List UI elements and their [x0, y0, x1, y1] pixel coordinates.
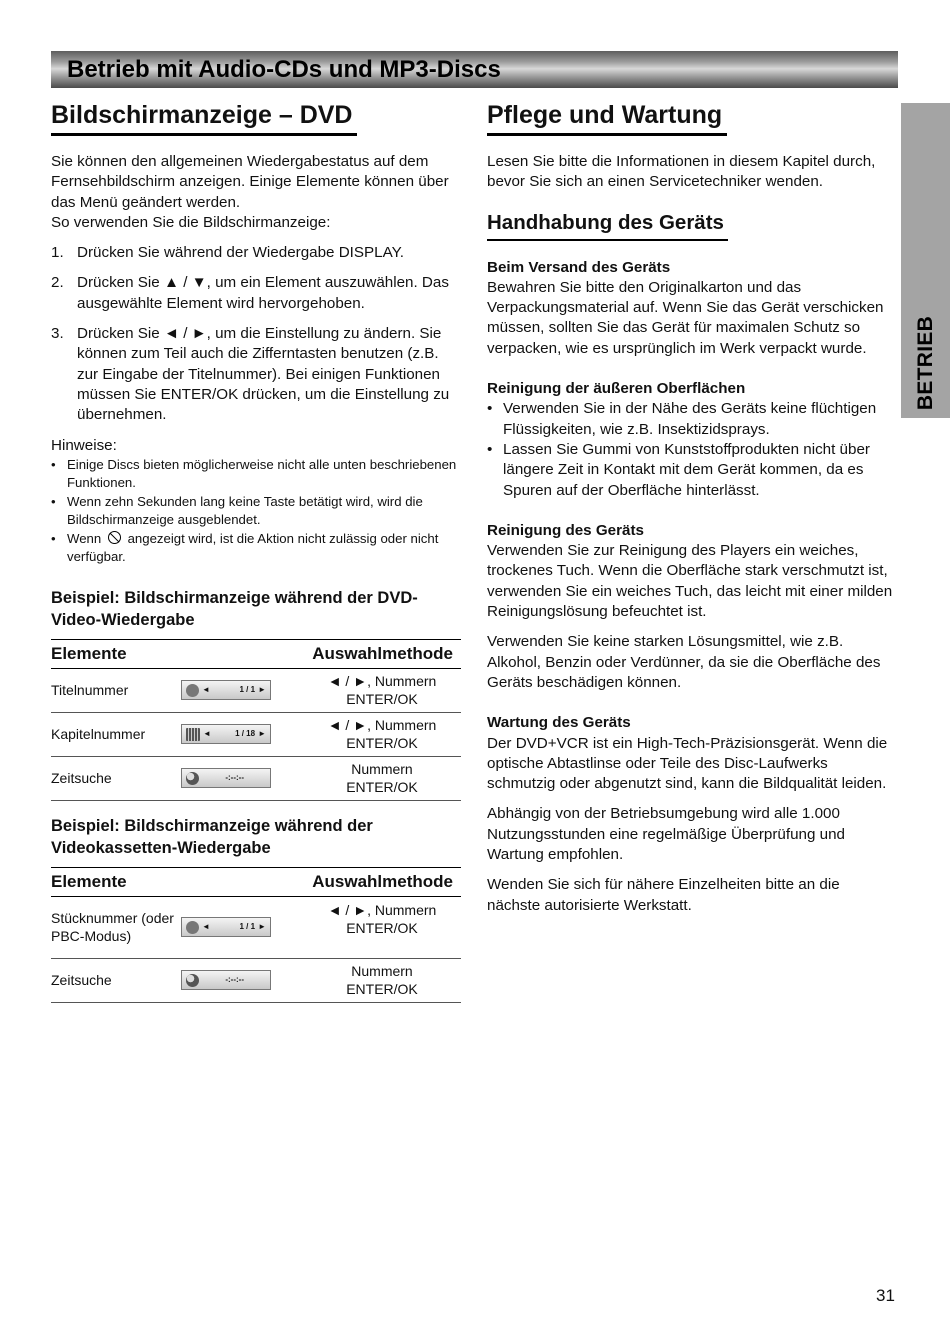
method-line: ENTER/OK — [346, 779, 418, 796]
osd-value: -:--:-- — [225, 975, 244, 985]
step-item — [51, 273, 462, 314]
maintenance-title: Wartung des Geräts — [487, 714, 631, 732]
step-text: Drücken Sie während der Wiedergabe DISPLAY. — [77, 244, 404, 262]
bullet-text: Lassen Sie Gummi von Kunststoffprodukten nicht über längere Zeit in Kontakt mit dem Gerät kommen, da es Spuren auf der Oberfläche hinterlässt. — [503, 440, 870, 499]
method-line: ◄ / ►, Nummern — [327, 717, 437, 734]
row-label: Zeitsuche — [51, 756, 181, 800]
maintenance-text: Der DVD+VCR ist ein High-Tech-Präzisionsgerät. Wenn die optische Abtastlinse oder Teile des Disc-Laufwerks schmutzig oder abgenutzt sind, kann die Bildqualität leiden. — [487, 734, 888, 793]
shipping-title: Beim Versand des Geräts — [487, 258, 671, 276]
step-text: Drücken Sie ▲ / ▼, um ein Element auszuwählen. Das ausgewählte Element wird hervorgehoben. — [77, 274, 449, 312]
cleaning-title: Reinigung des Geräts — [487, 521, 644, 539]
row-label: Titelnummer — [51, 668, 181, 712]
col-header-method: Auswahlmethode — [312, 871, 453, 891]
note-item: • Einige Discs bieten möglicherweise nicht alle unten beschriebenen Funktionen. — [51, 456, 462, 493]
note-text: angezeigt wird, ist die Aktion nicht zulässig oder nicht verfügbar. — [67, 530, 439, 565]
osd-display — [181, 768, 271, 788]
notes-label: Hinweise: — [51, 436, 117, 454]
step-text: Drücken Sie ◄ / ►, um die Einstellung zu ändern. Sie können zum Teil auch die Zifferntasten benutzen (z.B. zur Eingabe der Titelnummer). Bei einigen Funktionen müssen Sie ENTER/OK drücken, um die Einstellung zu übernehmen. — [77, 325, 450, 424]
step-item — [51, 243, 462, 263]
cleaning-text: Verwenden Sie zur Reinigung des Players ein weiches, trockenes Tuch. Wenn die Oberfläche stark verschmutzt ist, verwenden Sie ein weiches Tuch, das leicht mit einer milden Reinigungslösung befeuchtet ist. — [487, 542, 893, 621]
disc-icon — [186, 921, 199, 934]
side-tab-label: BETRIEB — [913, 315, 937, 411]
care-intro: Lesen Sie bitte die Informationen in diesem Kapitel durch, bevor Sie sich an einen Servicetechniker wenden. — [487, 153, 876, 191]
disc-icon — [186, 684, 199, 697]
prohibited-icon — [108, 531, 121, 544]
osd-display — [181, 970, 271, 990]
table-row — [51, 958, 461, 1002]
note-text: Wenn — [67, 530, 102, 546]
col-header-elements: Elemente — [51, 871, 127, 891]
maintenance-text: Wenden Sie sich für nähere Einzelheiten bitte an die nächste autorisierte Werkstatt. — [487, 876, 840, 914]
clock-icon — [186, 974, 199, 987]
clock-icon — [186, 772, 199, 785]
vcr-osd-table — [51, 867, 461, 1003]
left-column — [51, 100, 462, 1003]
row-label: Stücknummer (oder PBC-Modus) — [51, 896, 181, 958]
note-text: Einige Discs bieten möglicherweise nicht alle unten beschriebenen Funktionen. — [67, 456, 457, 491]
surface-bullet: • Lassen Sie Gummi von Kunststoffprodukten nicht über längere Zeit in Kontakt mit dem Gerät kommen, da es Spuren auf der Oberfläche hinterlässt. — [487, 440, 897, 501]
section-banner — [51, 51, 898, 88]
dvd-osd-table — [51, 639, 461, 801]
osd-value: -:--:-- — [225, 773, 244, 783]
note-text: Wenn zehn Sekunden lang keine Taste betätigt wird, wird die Bildschirmanzeige ausgeblendet. — [67, 493, 423, 528]
table1-title: Beispiel: Bildschirmanzeige während der DVD-Video-Wiedergabe — [51, 588, 418, 629]
step-number: 2. — [51, 274, 64, 292]
banner-title: Betrieb mit Audio-CDs und MP3-Discs — [67, 56, 501, 83]
method-line: Nummern — [351, 761, 413, 778]
surface-title: Reinigung der äußeren Oberflächen — [487, 380, 746, 398]
handling-heading: Handhabung des Geräts — [487, 211, 728, 241]
table2-title: Beispiel: Bildschirmanzeige während der Videokassetten-Wiedergabe — [51, 816, 373, 857]
note-item: • Wenn angezeigt wird, ist die Aktion nicht zulässig oder nicht verfügbar. — [51, 530, 439, 565]
method-line: ENTER/OK — [346, 691, 418, 708]
col-header-method: Auswahlmethode — [312, 643, 453, 663]
method-line: ENTER/OK — [346, 981, 418, 998]
method-line: ENTER/OK — [346, 919, 418, 936]
col-header-elements: Elemente — [51, 643, 127, 663]
osd-display: ◄ 1 / 18 ► — [181, 724, 271, 744]
method-line: ◄ / ►, Nummern — [327, 901, 437, 918]
intro-paragraph: Sie können den allgemeinen Wiedergabestatus auf dem Fernsehbildschirm anzeigen. Einige Elemente können über das Menü geändert werden. — [51, 153, 449, 211]
osd-value: 1 / 1 — [239, 922, 256, 932]
table-row — [51, 712, 461, 756]
chapter-film-icon — [186, 728, 200, 741]
dvd-osd-heading: Bildschirmanzeige – DVD — [51, 100, 357, 136]
osd-display: ◄ 1 / 1 ► — [181, 917, 271, 937]
table-row — [51, 756, 461, 800]
row-label: Zeitsuche — [51, 958, 181, 1002]
osd-value: 1 / 1 — [239, 685, 256, 695]
page-number: 31 — [876, 1286, 895, 1305]
osd-value: 1 / 18 — [235, 729, 256, 739]
bullet-text: Verwenden Sie in der Nähe des Geräts keine flüchtigen Flüssigkeiten, wie z.B. Insektizidsprays. — [503, 400, 877, 438]
table-row — [51, 896, 461, 958]
step-number: 1. — [51, 244, 64, 262]
surface-bullet: • Verwenden Sie in der Nähe des Geräts keine flüchtigen Flüssigkeiten, wie z.B. Insektizidsprays. — [487, 399, 897, 440]
method-line: ENTER/OK — [346, 735, 418, 752]
note-item: • Wenn zehn Sekunden lang keine Taste betätigt wird, wird die Bildschirmanzeige ausgeblendet. — [51, 493, 462, 530]
table-row — [51, 668, 461, 712]
intro-usage: So verwenden Sie die Bildschirmanzeige: — [51, 213, 331, 231]
care-heading: Pflege und Wartung — [487, 100, 727, 136]
step-number: 3. — [51, 325, 64, 343]
maintenance-text: Abhängig von der Betriebsumgebung wird alle 1.000 Nutzungsstunden eine regelmäßige Überprüfung und Wartung empfohlen. — [487, 805, 845, 864]
right-column — [487, 100, 897, 916]
notes-block — [51, 436, 462, 567]
cleaning-text: Verwenden Sie keine starken Lösungsmittel, wie z.B. Alkohol, Benzin oder Verdünner, da sie die Oberfläche des Geräts beschädigen können. — [487, 633, 881, 691]
method-line: Nummern — [351, 963, 413, 980]
osd-display: ◄ 1 / 1 ► — [181, 680, 271, 700]
shipping-text: Bewahren Sie bitte den Originalkarton und das Verpackungsmaterial auf. Wenn Sie das Gerät verschicken müssen, sollten Sie das Gerät für maximalen Schutz so verpacken, wie es ursprünglich im Werk verpackt wurde. — [487, 278, 884, 357]
step-item — [51, 324, 462, 425]
method-line: ◄ / ►, Nummern — [327, 673, 437, 690]
side-tab — [901, 103, 950, 418]
row-label: Kapitelnummer — [51, 712, 181, 756]
